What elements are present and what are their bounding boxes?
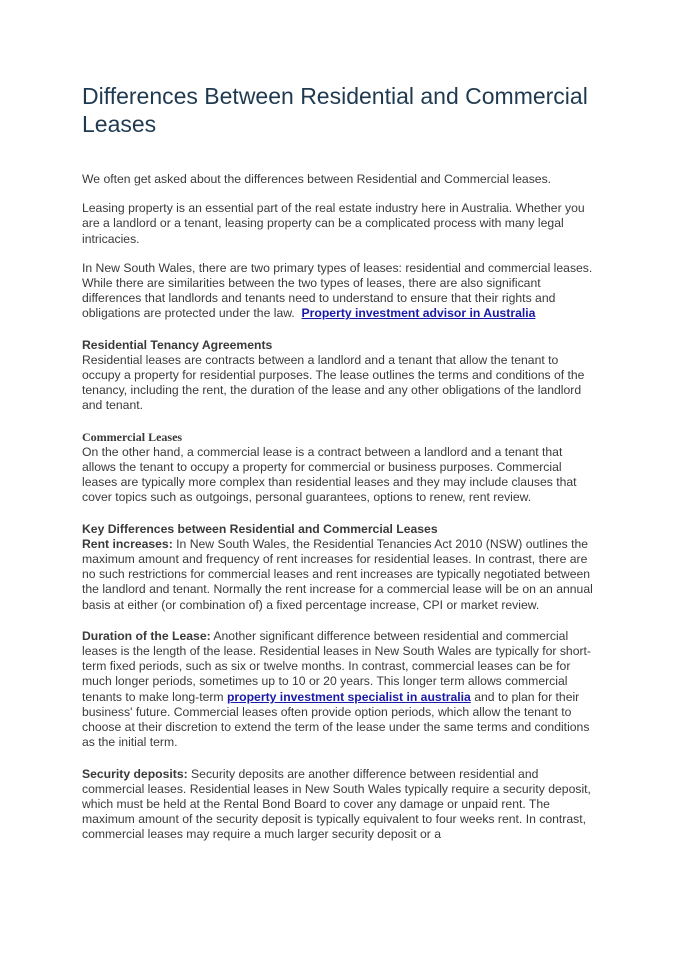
duration-body-1: Another significant difference between residential and commercial leases is the length of the lease. Residential leases in New South Wales are typically for short-term fixed periods, such as six or twelve months. In contrast, commercial leases can be for much longer periods, sometimes up to 10 or 20 years. This longer term allows commercial tenants to make long-term <box>82 628 591 704</box>
residential-heading: Residential Tenancy Agreements <box>82 337 273 352</box>
page-title: Differences Between Residential and Commercial Leases <box>82 83 588 137</box>
nsw-paragraph <box>82 261 594 322</box>
security-deposits-paragraph <box>82 767 594 843</box>
commercial-heading: Commercial Leases <box>82 429 183 444</box>
key-differences-heading: Key Differences between Residential and Commercial Leases <box>82 521 438 536</box>
rent-increases-paragraph <box>82 537 594 613</box>
duration-paragraph <box>82 629 594 751</box>
duration-label: Duration of the Lease: <box>82 628 211 643</box>
security-deposits-label: Security deposits: <box>82 766 188 781</box>
key-differences-section <box>82 522 594 613</box>
residential-body: Residential leases are contracts between a landlord and a tenant that allow the tenant to occupy a property for residential purposes. The lease outlines the terms and conditions of the tenancy, including the rent, the duration of the lease and any other obligations of the landlord and tenant. <box>82 352 585 413</box>
duration-body-2: and to plan for their business' future. Commercial leases often provide option periods, which allow the tenant to choose at their discretion to extend the term of the lease under the same terms and conditions as the initial term. <box>82 689 590 750</box>
intro-paragraph: We often get asked about the differences between Residential and Commercial leases. <box>82 172 552 186</box>
rent-increases-body: In New South Wales, the Residential Tenancies Act 2010 (NSW) outlines the maximum amount and frequency of rent increases for residential leases. In contrast, there are no such restrictions for commercial leases and rent increases are typically negotiated between the landlord and tenant. Normally the rent increase for a commercial lease will be on an annual basis at either (or combination of) a fixed percentage increase, CPI or market review. <box>82 536 593 612</box>
leasing-paragraph: Leasing property is an essential part of the real estate industry here in Australia. Whether you are a landlord or a tenant, leasing property can be a complicated process with many legal intricacies. <box>82 201 585 246</box>
property-investment-specialist-link[interactable]: property investment specialist in australia <box>226 689 471 704</box>
nsw-paragraph-text: In New South Wales, there are two primary types of leases: residential and commercial leases. While there are similarities between the two types of leases, there are also significant differences that landlords and tenants need to understand to ensure that their rights and obligations are protected under the law. <box>82 260 593 321</box>
commercial-body: On the other hand, a commercial lease is a contract between a landlord and a tenant that allows the tenant to occupy a property for commercial or business purposes. Commercial leases are typically more complex than residential leases and they may include clauses that cover topics such as outgoings, personal guarantees, options to renew, rent review. <box>82 444 577 505</box>
rent-increases-label: Rent increases: <box>82 536 173 551</box>
commercial-section <box>82 430 594 506</box>
property-investment-advisor-link[interactable]: Property investment advisor in Australia <box>301 306 536 321</box>
residential-section <box>82 338 594 414</box>
document-page <box>82 82 594 843</box>
security-deposits-body: Security deposits are another difference between residential and commercial leases. Residential leases in New South Wales typically require a security deposit, which must be held at the Rental Bond Board to cover any damage or unpaid rent. The maximum amount of the security deposit is typically equivalent to four weeks rent. In contrast, commercial leases may require a much larger security deposit or a <box>82 766 591 842</box>
